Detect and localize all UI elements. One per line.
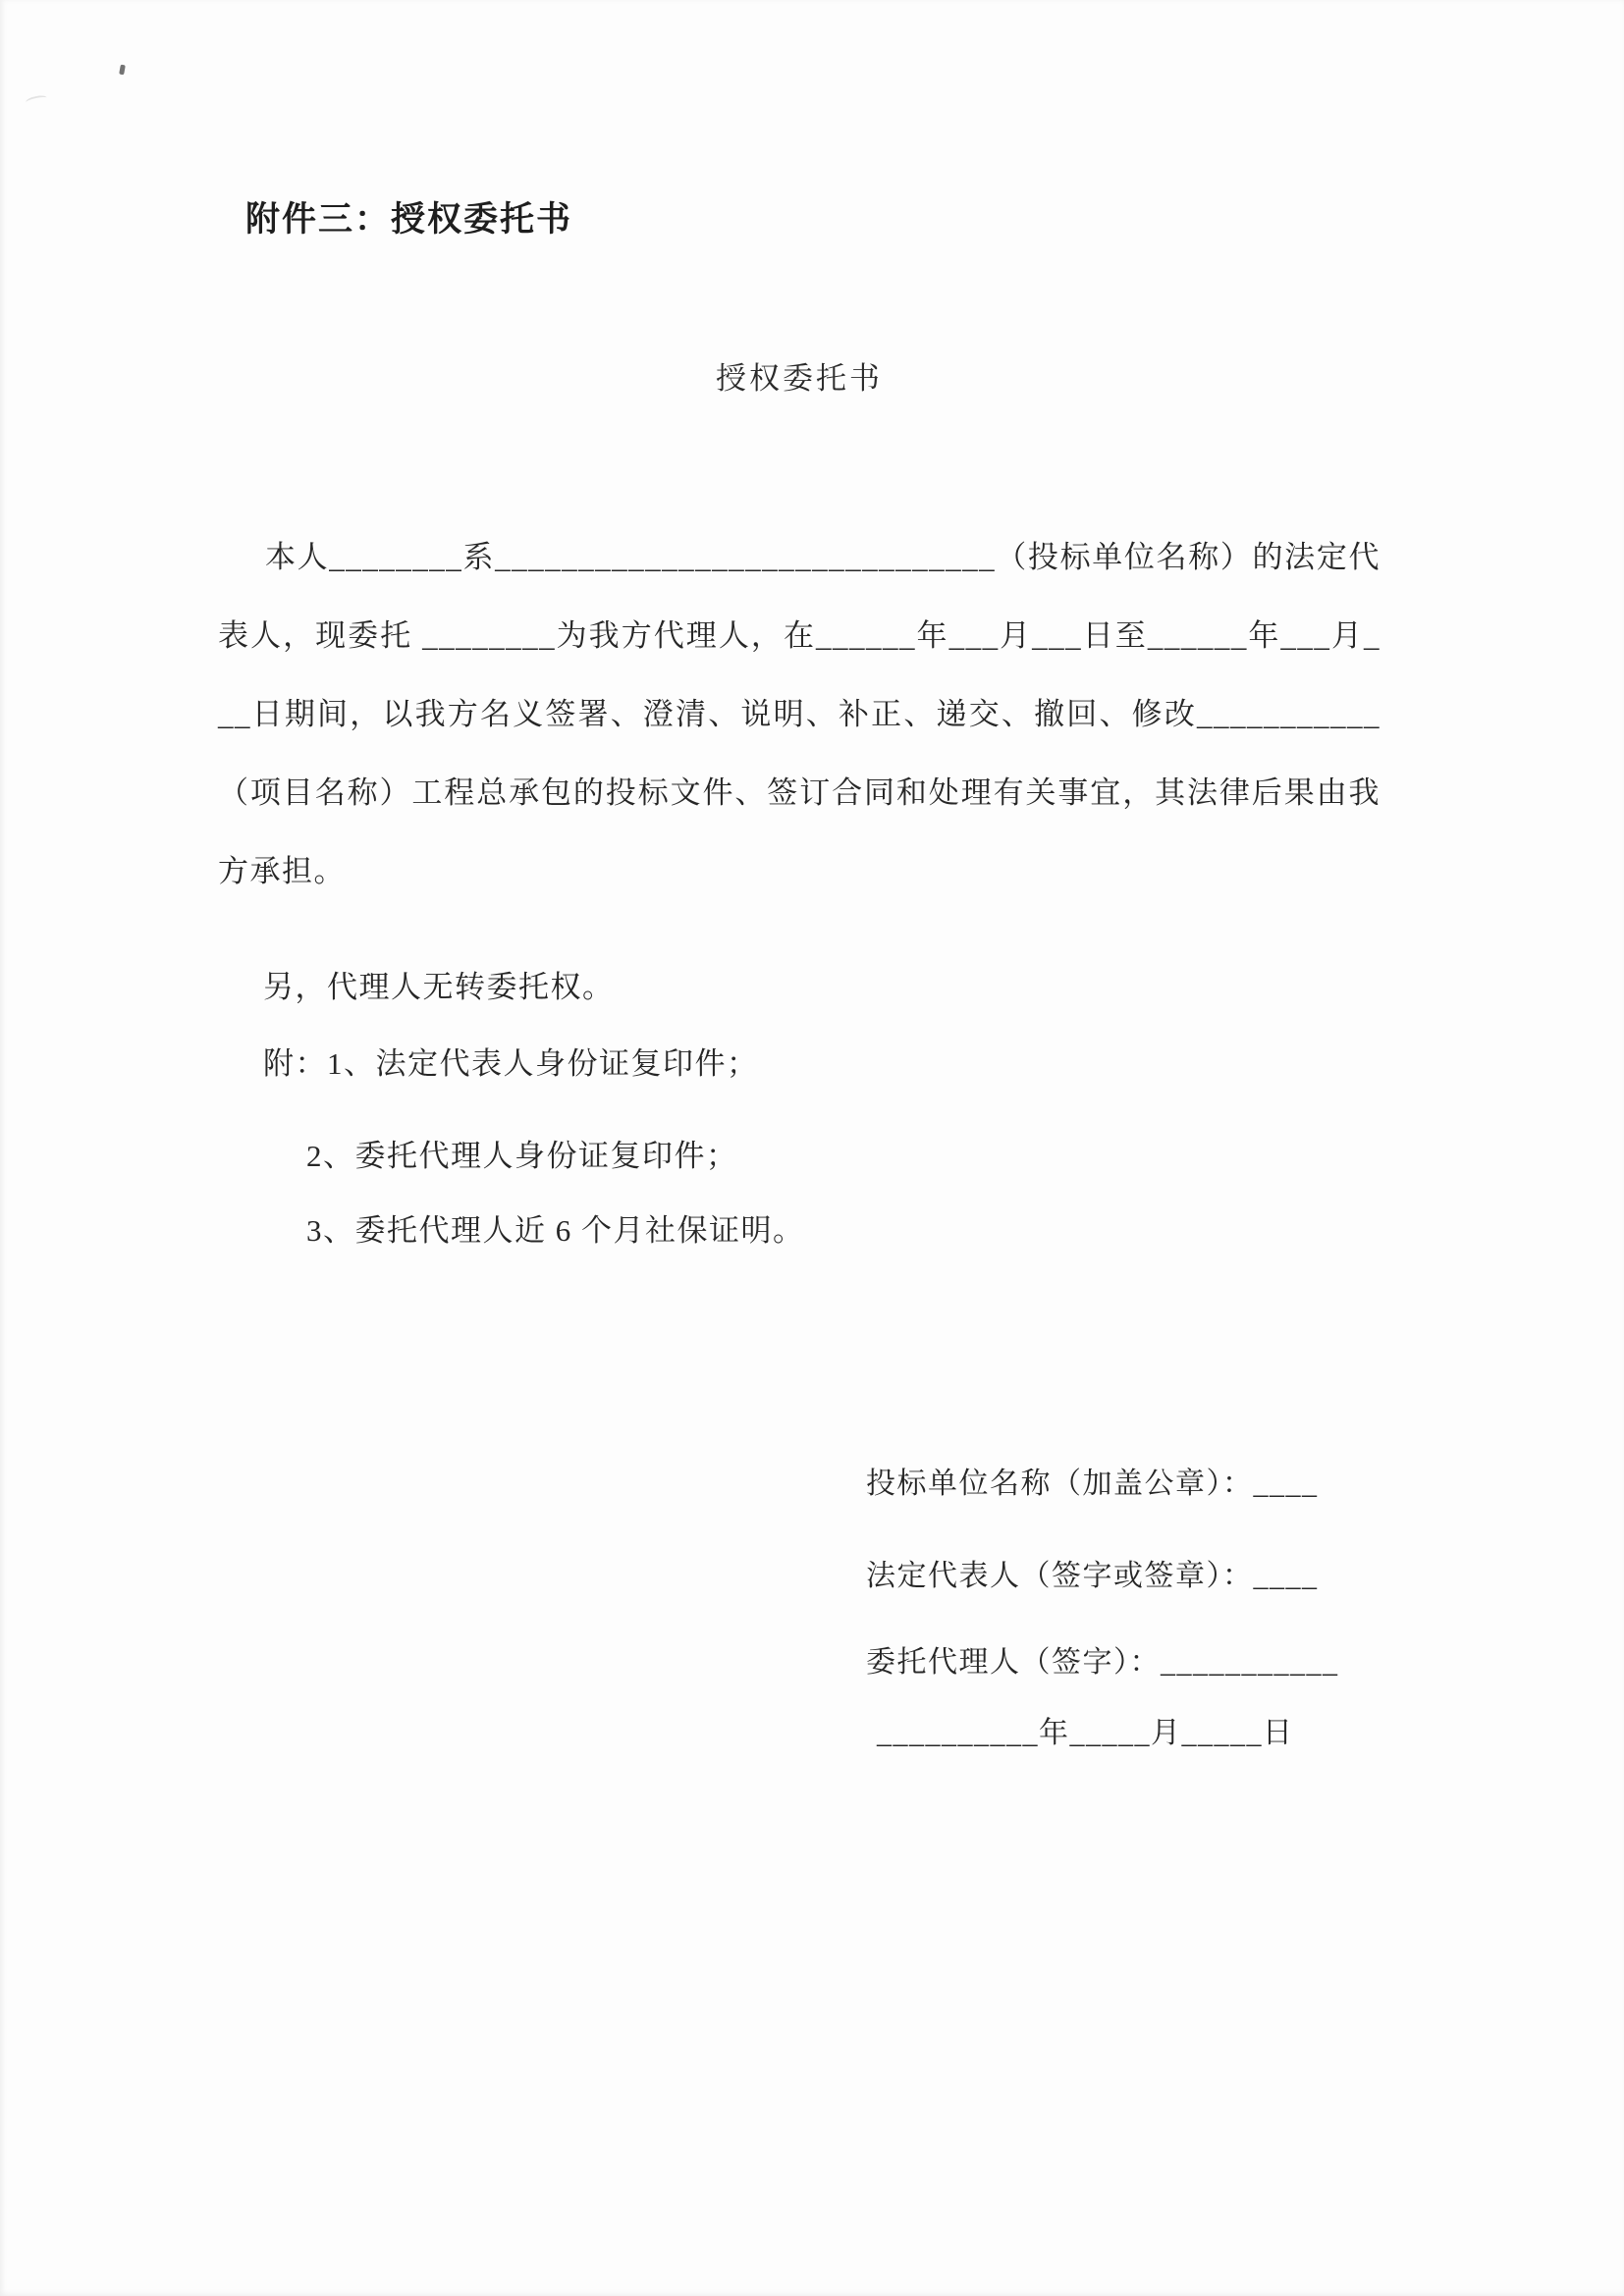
document-title: 授权委托书 xyxy=(716,361,883,396)
attachment-list-item: 2、委托代理人身份证复印件； xyxy=(306,1139,738,1173)
signature-legal-rep-line: 法定代表人（签字或签章）：____ xyxy=(866,1560,1319,1592)
attachment-list-item: 附：1、法定代表人身份证复印件； xyxy=(263,1046,759,1081)
attachment-heading: 附件三：授权委托书 xyxy=(245,200,573,239)
attachment-list-item: 3、委托代理人近 6 个月社保证明。 xyxy=(306,1213,805,1248)
signature-agent-line: 委托代理人（签字）：___________ xyxy=(866,1646,1339,1679)
scan-speck xyxy=(119,65,126,76)
signature-unit-line: 投标单位名称（加盖公章）：____ xyxy=(866,1468,1319,1500)
authorization-paragraph: 本人________系______________________________（投标单位名称）的法定代表人，现委托 ________为我方代理人，在______年___月___日至______年___月___日期间，以我方名义签署、澄清、说明、补正、递交、撤回、修改___________（项目名称）工程总承包的投标文件、签订合同和处理有关事宜，其法律后果由我方承担。 xyxy=(218,540,1380,888)
signature-date-line: __________年_____月_____日 xyxy=(877,1717,1294,1749)
no-transfer-clause: 另，代理人无转委托权。 xyxy=(263,970,615,1004)
scan-speck xyxy=(25,94,47,106)
